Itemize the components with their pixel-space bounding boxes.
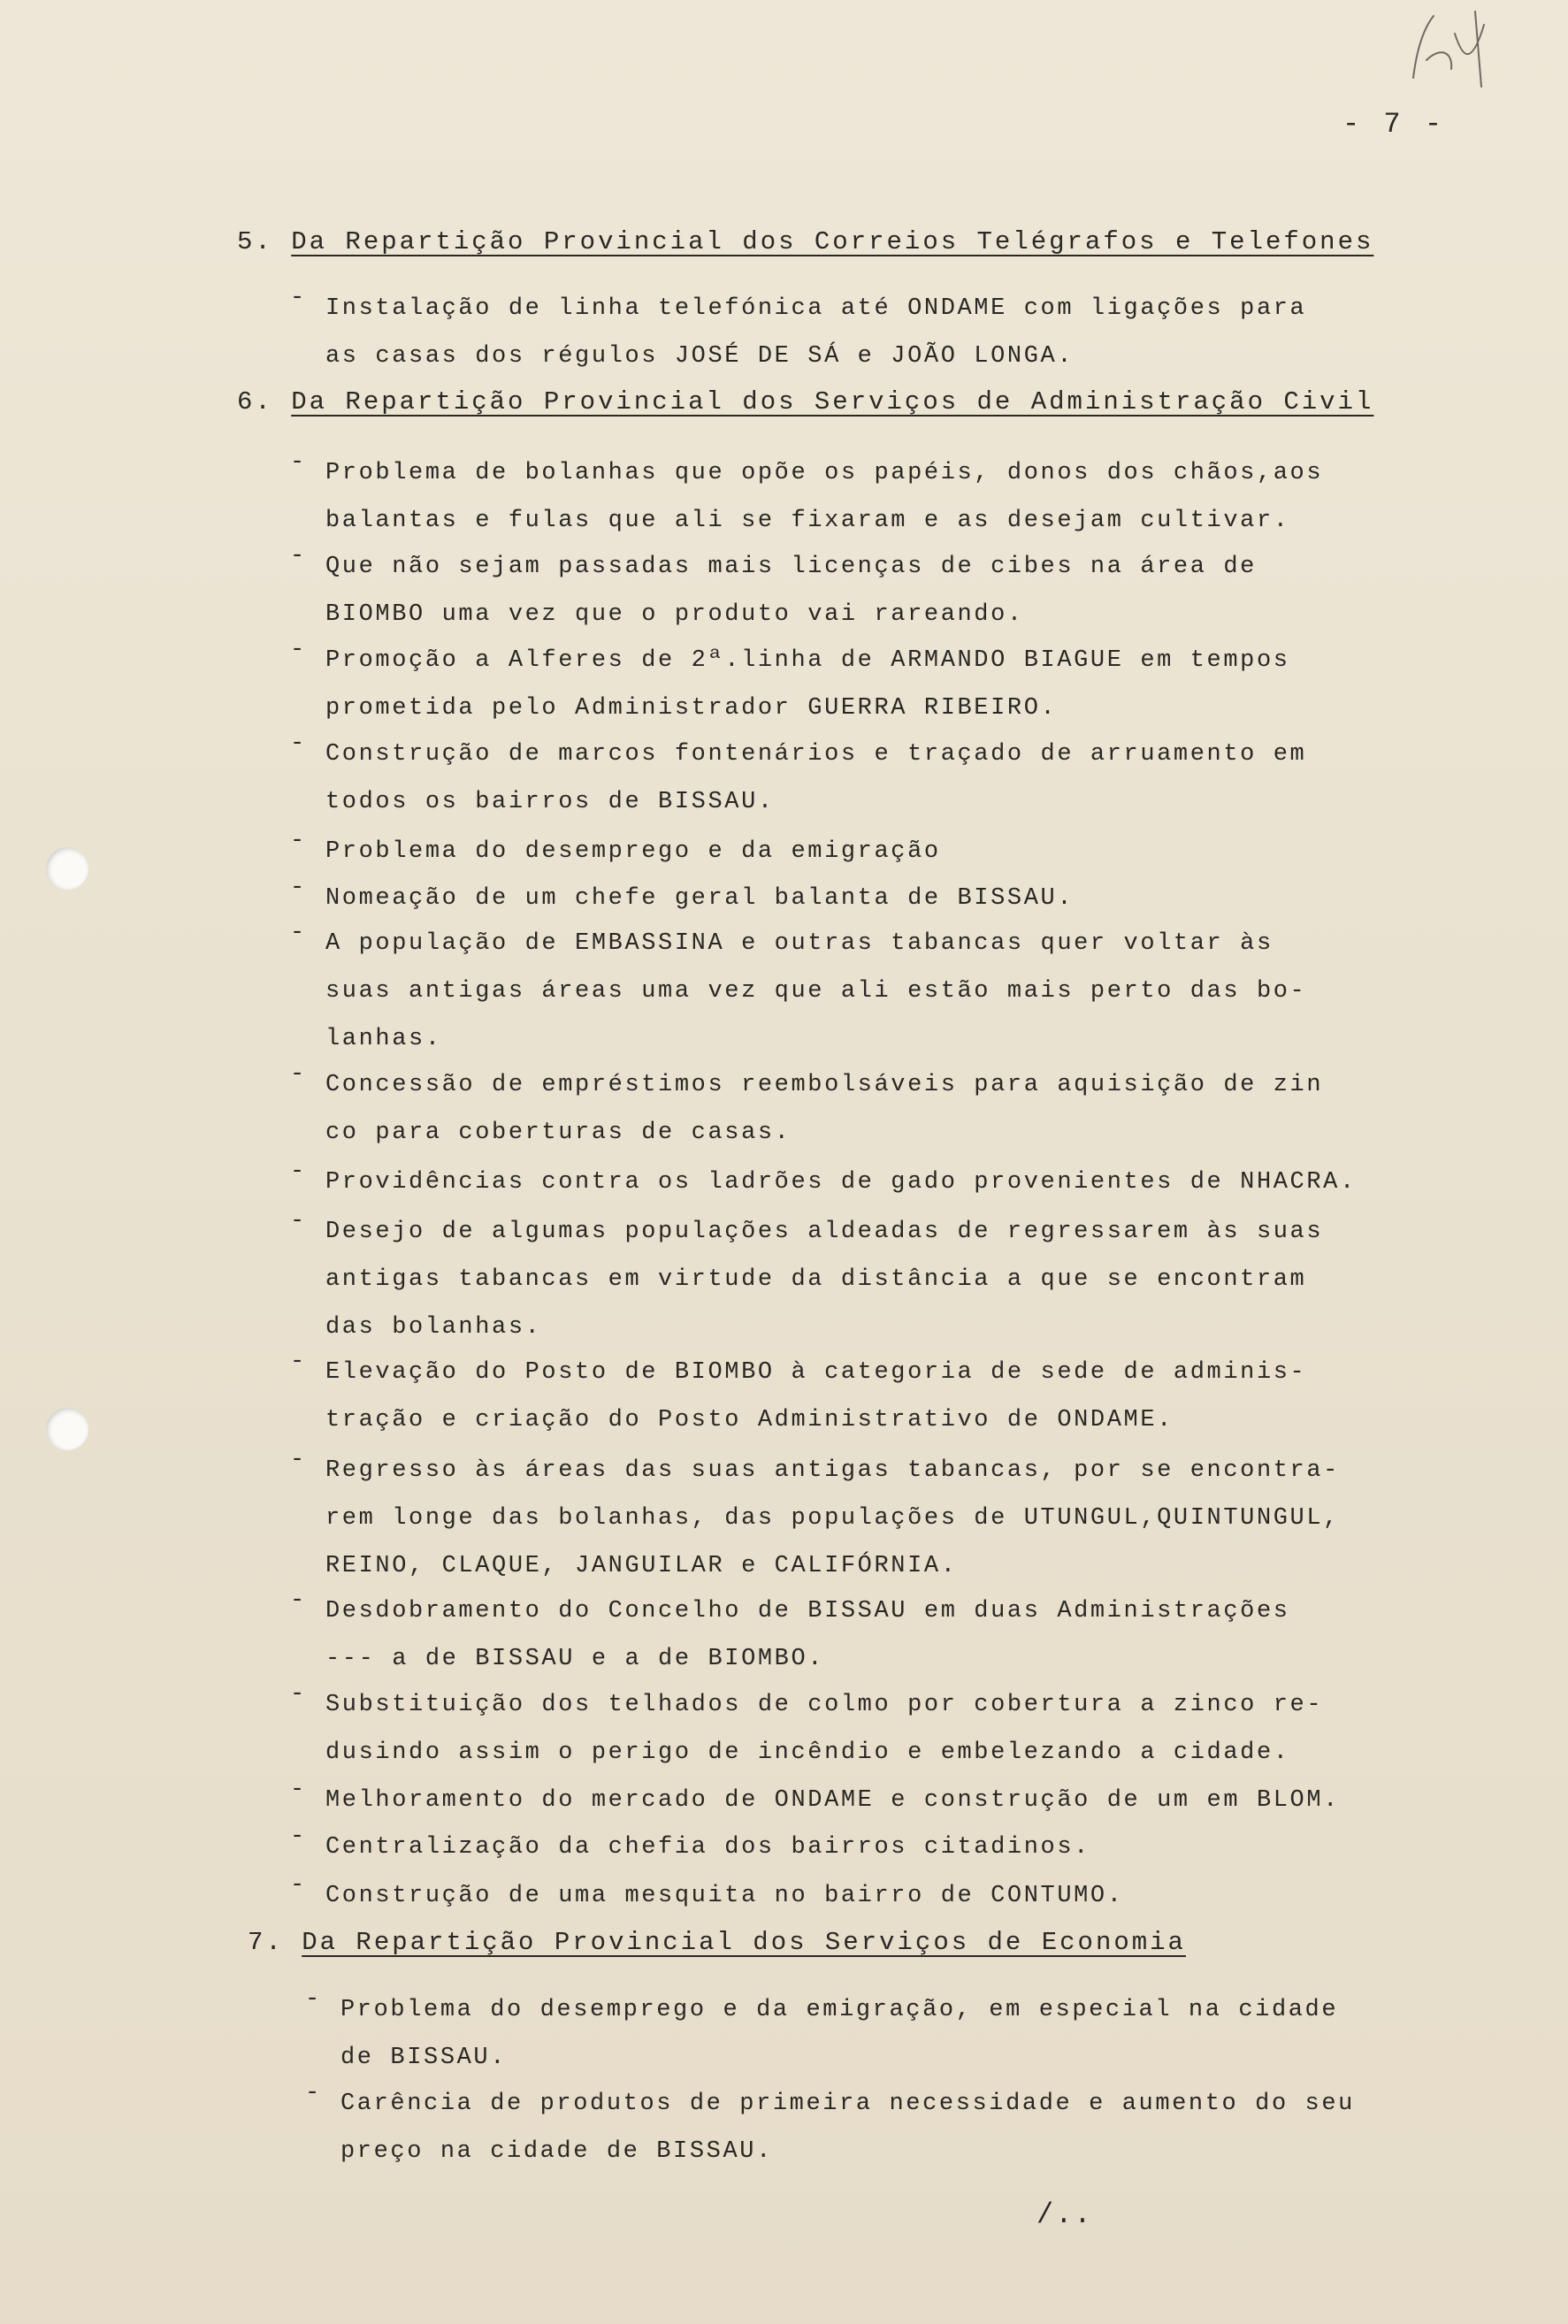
bullet-dash: - — [290, 1872, 307, 1899]
list-item — [290, 1061, 1323, 1157]
list-item — [290, 637, 1290, 732]
list-item — [290, 285, 1306, 380]
list-item-line: todos os bairros de BISSAU. — [325, 789, 775, 815]
list-item — [290, 1447, 1340, 1590]
bullet-dash: - — [290, 637, 307, 663]
bullet-dash: - — [290, 1681, 307, 1708]
list-item-line: Substituição dos telhados de colmo por cobertura a zinco re- — [325, 1692, 1324, 1718]
bullet-dash: - — [290, 1208, 307, 1235]
list-item-line: lanhas. — [325, 1026, 442, 1052]
list-item — [290, 1158, 1357, 1206]
bullet-dash: - — [290, 1587, 307, 1614]
list-item-line: rem longe das bolanhas, das populações de UTUNGUL,QUINTUNGUL, — [325, 1505, 1340, 1532]
list-item — [290, 920, 1306, 1063]
list-item — [290, 1777, 1340, 1824]
list-item-line: Carência de produtos de primeira necessidade e aumento do seu — [340, 2091, 1355, 2117]
section-number: 7. — [248, 1928, 284, 1957]
list-item-line: das bolanhas. — [325, 1314, 542, 1341]
list-item-line: antigas tabancas em virtude da distância a que se encontram — [325, 1266, 1307, 1293]
list-item — [290, 543, 1257, 638]
list-item-line: preço na cidade de BISSAU. — [340, 2138, 773, 2165]
list-item-line: balantas e fulas que ali se fixaram e as desejam cultivar. — [325, 508, 1290, 534]
list-item-line: tração e criação do Posto Administrativo de ONDAME. — [325, 1407, 1174, 1433]
list-item-line: Problema do desemprego e da emigração — [325, 838, 941, 865]
page-number: - 7 - — [1342, 108, 1446, 141]
list-item — [290, 1587, 1290, 1683]
list-item-line: Elevação do Posto de BIOMBO à categoria de sede de adminis- — [325, 1359, 1307, 1386]
bullet-dash: - — [305, 2080, 322, 2106]
list-item-line: Concessão de empréstimos reembolsáveis para aquisição de zin — [325, 1072, 1324, 1098]
list-item-line: Regresso às áreas das suas antigas tabancas, por se encontra- — [325, 1457, 1340, 1484]
list-item-line: Nomeação de um chefe geral balanta de BISSAU. — [325, 885, 1075, 912]
list-item — [305, 1986, 1338, 2082]
list-item-line: --- a de BISSAU e a de BIOMBO. — [325, 1646, 825, 1672]
bullet-dash: - — [290, 828, 307, 854]
list-item — [290, 1349, 1306, 1444]
list-item-line: Desejo de algumas populações aldeadas de regressarem às suas — [325, 1219, 1324, 1245]
list-item-line: Desdobramento do Concelho de BISSAU em duas Administrações — [325, 1598, 1290, 1625]
punch-hole — [46, 1408, 88, 1450]
list-item-line: dusindo assim o perigo de incêndio e embelezando a cidade. — [325, 1739, 1290, 1766]
list-item-line: Melhoramento do mercado de ONDAME e construção de um em BLOM. — [325, 1787, 1340, 1814]
bullet-dash: - — [290, 875, 307, 901]
list-item-line: REINO, CLAQUE, JANGUILAR e CALIFÓRNIA. — [325, 1553, 958, 1579]
list-item-line: A população de EMBASSINA e outras tabancas quer voltar às — [325, 930, 1274, 957]
list-item — [290, 1208, 1323, 1351]
bullet-dash: - — [290, 1447, 307, 1473]
list-item-line: Construção de uma mesquita no bairro de CONTUMO. — [325, 1883, 1124, 1909]
list-item-line: Problema do desemprego e da emigração, em especial na cidade — [340, 1997, 1339, 2023]
list-item — [290, 1681, 1323, 1777]
bullet-dash: - — [290, 920, 307, 946]
bullet-dash: - — [290, 285, 307, 311]
section-number: 5. — [237, 227, 273, 256]
bullet-dash: - — [290, 543, 307, 570]
bullet-dash: - — [305, 1986, 322, 2013]
section-title: Da Repartição Provincial dos Serviços de Administração Civil — [291, 387, 1374, 417]
bullet-dash: - — [290, 1777, 307, 1803]
continuation-mark: /.. — [1036, 2198, 1093, 2231]
list-item — [290, 449, 1323, 545]
list-item-line: co para coberturas de casas. — [325, 1120, 792, 1146]
list-item-line: Instalação de linha telefónica até ONDAME com ligações para — [325, 295, 1307, 322]
section-title: Da Repartição Provincial dos Correios Telégrafos e Telefones — [291, 227, 1374, 256]
bullet-dash: - — [290, 449, 307, 476]
list-item — [290, 730, 1306, 826]
section-heading — [248, 1928, 1186, 1957]
list-item-line: Construção de marcos fontenários e traçado de arruamento em — [325, 741, 1307, 768]
bullet-dash: - — [290, 1061, 307, 1088]
list-item — [305, 2080, 1355, 2175]
bullet-dash: - — [290, 1349, 307, 1375]
list-item-line: as casas dos régulos JOSÉ DE SÁ e JOÃO LONGA. — [325, 343, 1075, 370]
list-item-line: Providências contra os ladrões de gado provenientes de NHACRA. — [325, 1169, 1357, 1196]
list-item-line: Promoção a Alferes de 2ª.linha de ARMANDO BIAGUE em tempos — [325, 647, 1290, 674]
bullet-dash: - — [290, 730, 307, 757]
bullet-dash: - — [290, 1158, 307, 1185]
list-item-line: Problema de bolanhas que opõe os papéis, donos dos chãos,aos — [325, 460, 1324, 486]
bullet-dash: - — [290, 1823, 307, 1850]
section-heading — [237, 387, 1373, 417]
list-item — [290, 828, 941, 875]
list-item — [290, 875, 1074, 922]
list-item-line: prometida pelo Administrador GUERRA RIBEIRO. — [325, 695, 1058, 722]
list-item — [290, 1823, 1090, 1871]
list-item-line: Centralização da chefia dos bairros citadinos. — [325, 1834, 1090, 1861]
section-heading — [237, 227, 1373, 256]
list-item-line: Que não sejam passadas mais licenças de cibes na área de — [325, 554, 1257, 580]
section-number: 6. — [237, 387, 273, 417]
list-item-line: de BISSAU. — [340, 2045, 508, 2071]
list-item-line: BIOMBO uma vez que o produto vai rareando. — [325, 601, 1024, 628]
punch-hole — [46, 847, 88, 890]
handwritten-mark — [1400, 7, 1497, 91]
list-item-line: suas antigas áreas uma vez que ali estão mais perto das bo- — [325, 978, 1307, 1005]
list-item — [290, 1872, 1124, 1920]
section-title: Da Repartição Provincial dos Serviços de Economia — [302, 1928, 1186, 1957]
